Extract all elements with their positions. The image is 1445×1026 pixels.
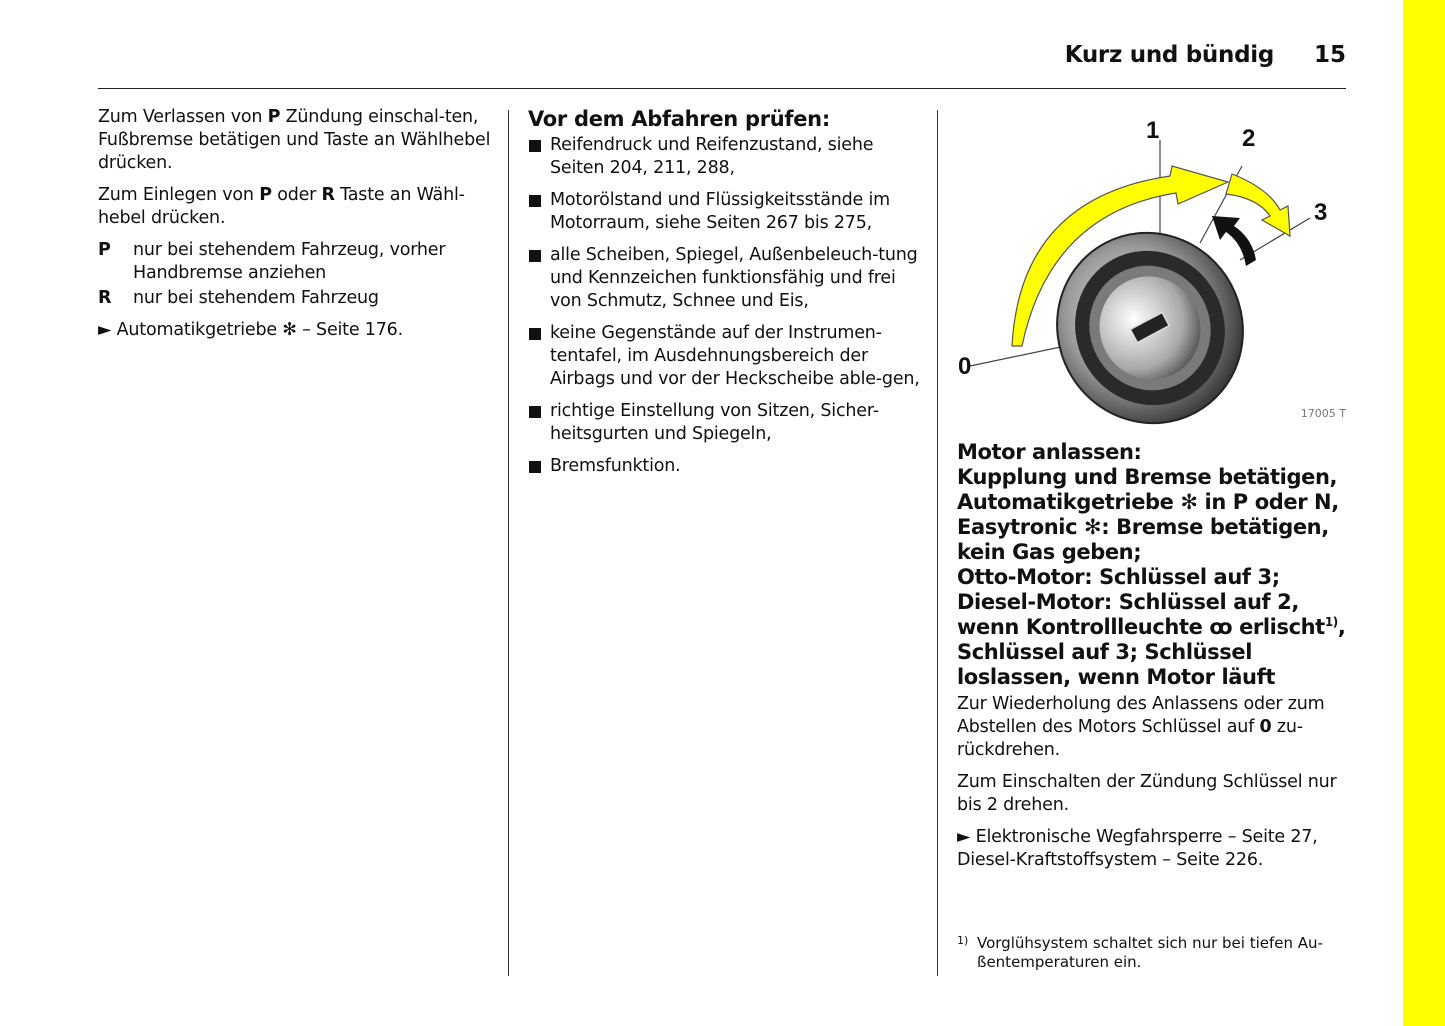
checklist-item: Bremsfunktion. (528, 455, 923, 478)
svg-text:0: 0 (958, 353, 972, 380)
square-bullet-icon (529, 250, 541, 262)
square-bullet-icon (529, 195, 541, 207)
right-column (957, 440, 1352, 881)
page-number: 15 (1313, 42, 1346, 68)
checklist-item: Reifendruck und Reifenzustand, siehe Seiten 204, 211, 288, (528, 134, 923, 180)
start-engine-instructions: Motor anlassen: Kupplung und Bremse betätigen, Automatikgetriebe ✻ in P oder N, Easytronic ✻: Bremse betätigen, kein Gas geben; Otto-Motor: Schlüssel auf 3; Diesel-Motor: Schlüssel auf 2, wenn Kontrollleuchte ꝏ erlischt$^{1)}$, Schlüssel auf 3; Schlüssel loslassen, wenn Motor läuft (957, 440, 1352, 690)
svg-text:3: 3 (1314, 199, 1328, 226)
arrow-right-icon: ► (98, 320, 112, 340)
column-divider-1 (508, 110, 509, 976)
svg-text:1: 1 (1146, 117, 1160, 144)
ignition-lock-figure (950, 108, 1350, 428)
glow-lamp-line: wenn Kontrollleuchte ꝏ erlischt$^{1)}$, (957, 615, 1346, 639)
ignition-paragraph: Zum Einschalten der Zündung Schlüssel nur bis 2 drehen. (957, 772, 1337, 815)
yellow-edge-strip (1403, 0, 1445, 1026)
reference-immobilizer[interactable]: ► Elektronische Wegfahrsperre – Seite 27, Diesel-Kraftstoffsystem – Seite 226. (957, 827, 1318, 870)
checklist-item: alle Scheiben, Spiegel, Außenbeleuch-tung und Kennzeichen funktionsfähig und frei von Schmutz, Schnee und Eis, (528, 244, 923, 313)
ignition-key-diagram-icon (950, 108, 1350, 428)
square-bullet-icon (529, 140, 541, 152)
column-divider-2 (937, 110, 938, 976)
square-bullet-icon (529, 461, 541, 473)
footnote-text: Vorglühsystem schaltet sich nur bei tiefen Au-ßentemperaturen ein. (977, 934, 1323, 971)
engage-park-paragraph: Zum Einlegen von P oder R Taste an Wähl-hebel drücken. (98, 185, 465, 228)
checklist-item: keine Gegenstände auf der Instrumen-tentafel, im Ausdehnungsbereich der Airbags und vor der Heckscheibe able-gen, (528, 322, 923, 391)
footnote-mark: 1) (957, 934, 969, 947)
checklist-item: richtige Einstellung von Sitzen, Sicher-heitsgurten und Spiegeln, (528, 400, 923, 446)
glow-plug-icon: ꝏ (1209, 615, 1233, 639)
section-title: Kurz und bündig (1064, 42, 1274, 68)
footnote-ref[interactable]: 1) (1324, 615, 1338, 629)
middle-column (528, 107, 923, 487)
header-rule (98, 88, 1346, 89)
svg-text:2: 2 (1242, 125, 1256, 152)
square-bullet-icon (529, 406, 541, 418)
definition-r: R nur bei stehendem Fahrzeug (98, 288, 379, 308)
figure-code: 17005 T (1300, 407, 1346, 420)
footnote (957, 934, 1352, 972)
arrow-right-icon: ► (957, 827, 971, 847)
definition-p: P nur bei stehendem Fahrzeug, vorher Handbremse anziehen (98, 240, 446, 283)
restart-paragraph: Zur Wiederholung des Anlassens oder zum Abstellen des Motors Schlüssel auf 0 zu-rückdrehen. (957, 694, 1325, 760)
reference-automatic[interactable]: ► Automatikgetriebe ✻ – Seite 176. (98, 320, 403, 340)
square-bullet-icon (529, 328, 541, 340)
checklist-heading: Vor dem Abfahren prüfen: (528, 107, 830, 131)
left-column (98, 106, 493, 351)
exit-park-paragraph: Zum Verlassen von P Zündung einschal-ten, Fußbremse betätigen und Taste an Wählhebel drücken. (98, 107, 491, 173)
checklist-item: Motorölstand und Flüssigkeitsstände im Motorraum, siehe Seiten 267 bis 275, (528, 189, 923, 235)
